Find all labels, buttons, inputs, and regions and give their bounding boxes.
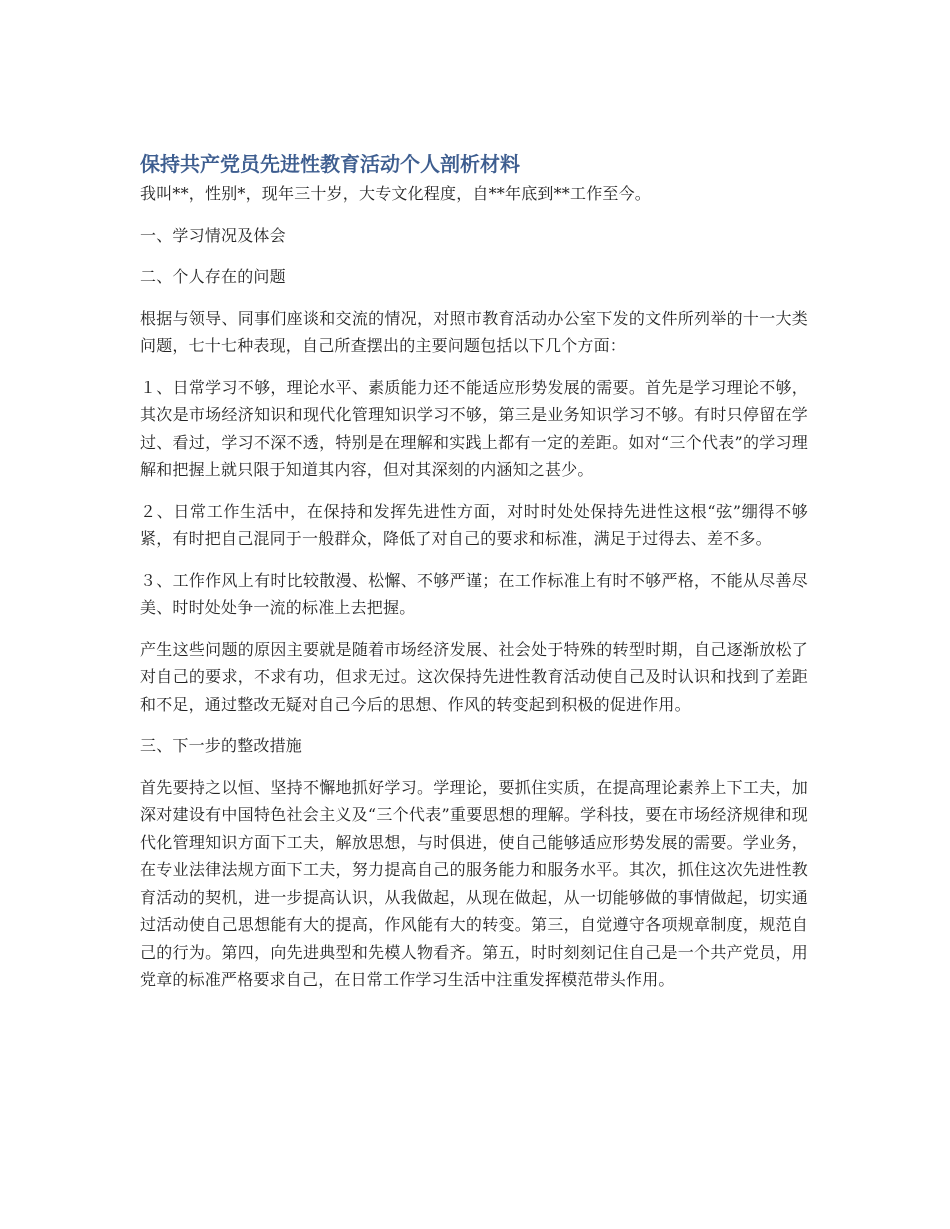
heading-study: 一、学习情况及体会: [140, 225, 286, 245]
document-title: 保持共产党员先进性教育活动个人剖析材料: [140, 152, 520, 176]
heading-problems: 二、个人存在的问题: [140, 267, 286, 286]
paragraph-problems-intro: 根据与领导、同事们座谈和交流的情况，对照市教育活动办公室下发的文件所列举的十一大类问题，七十七种表现，自己所查摆出的主要问题包括以下几个方面：: [140, 308, 808, 355]
heading-measures: 三、下一步的整改措施: [140, 736, 303, 755]
paragraph-problem-1: １、日常学习不够，理论水平、素质能力还不能适应形势发展的需要。首先是学习理论不够，其次是市场经济知识和现代化管理知识学习不够，第三是业务知识学习不够。有时只停留在学过、看过，学习不深不透，特别是在理解和实践上都有一定的差距。如对“三个代表”的学习理解和把握上就只限于知道其内容，但对其深刻的内涵知之甚少。: [140, 377, 808, 479]
paragraph-causes: 产生这些问题的原因主要就是随着市场经济发展、社会处于特殊的转型时期，自己逐渐放松了对自己的要求，不求有功，但求无过。这次保持先进性教育活动使自己及时认识和找到了差距和不足，通过整改无疑对自己今后的思想、作风的转变起到积极的促进作用。: [140, 639, 808, 714]
paragraph-problem-3: ３、工作作风上有时比较散漫、松懈、不够严谨；在工作标准上有时不够严格，不能从尽善尽美、时时处处争一流的标准上去把握。: [140, 570, 808, 617]
paragraph-measures: 首先要持之以恒、坚持不懈地抓好学习。学理论，要抓住实质，在提高理论素养上下工夫，加深对建设有中国特色社会主义及“三个代表”重要思想的理解。学科技，要在市场经济规律和现代化管理知识方面下工夫，解放思想，与时俱进，使自己能够适应形势发展的需要。学业务，在专业法律法规方面下工夫，努力提高自己的服务能力和服务水平。其次，抓住这次先进性教育活动的契机，进一步提高认识，从我做起，从现在做起，从一切能够做的事情做起，切实通过活动使自己思想能有大的提高，作风能有大的转变。第三，自觉遵守各项规章制度，规范自己的行为。第四，向先进典型和先模人物看齐。第五，时时刻刻记住自己是一个共产党员，用党章的标准严格要求自己，在日常工作学习生活中注重发挥模范带头作用。: [140, 777, 808, 989]
paragraph-problem-2: ２、日常工作生活中，在保持和发挥先进性方面，对时时处处保持先进性这根“弦”绷得不够紧，有时把自己混同于一般群众，降低了对自己的要求和标准，满足于过得去、差不多。: [140, 501, 808, 548]
document-page: [140, 148, 808, 1008]
paragraph-intro: 我叫**，性别*，现年三十岁，大专文化程度，自**年底到**工作至今。: [140, 184, 652, 203]
